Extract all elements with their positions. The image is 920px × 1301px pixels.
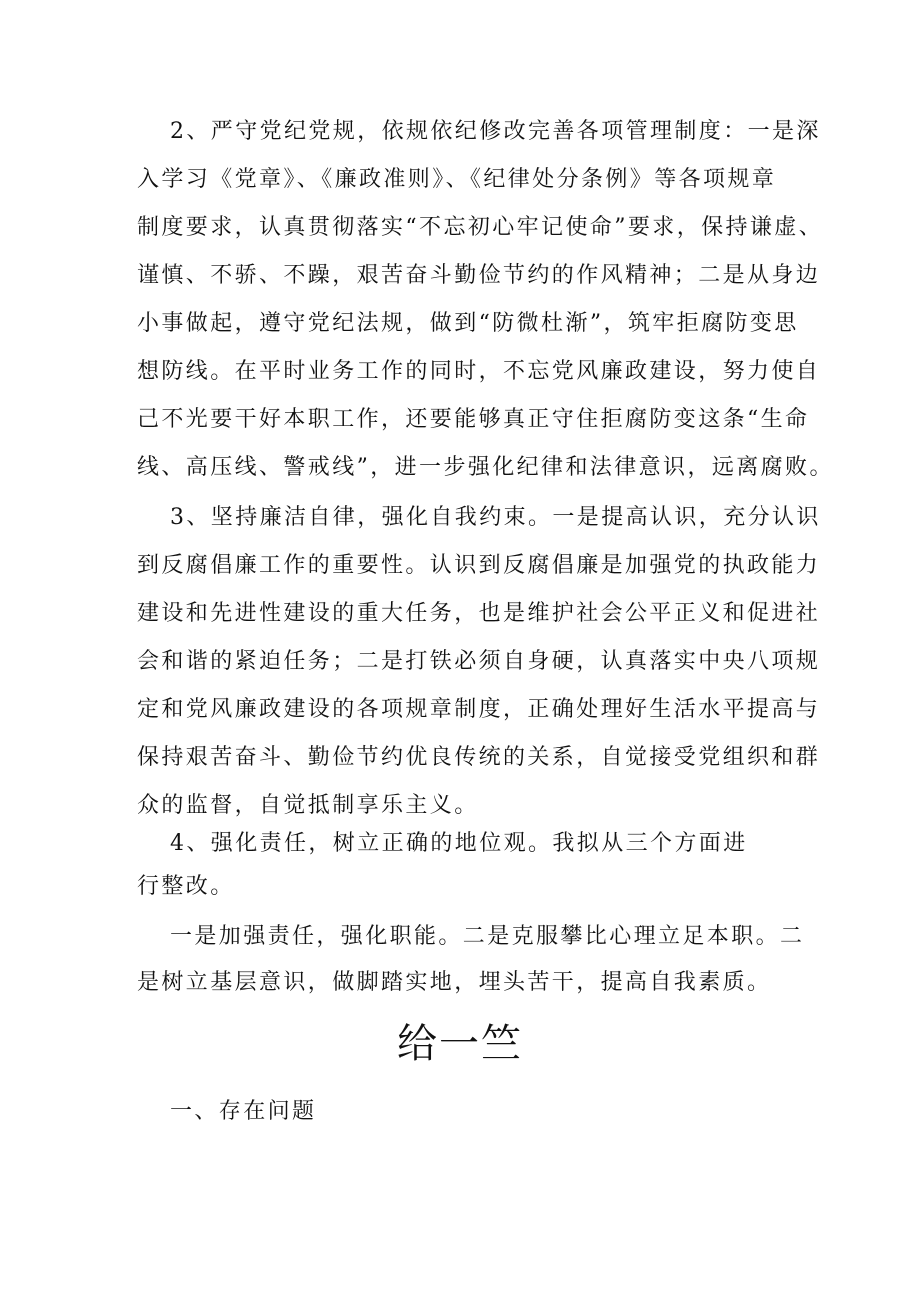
paragraph-2-line-3: 制度要求，认真贯彻落实“不忘初心牢记使命”要求，保持谦虚、 — [137, 215, 824, 240]
paragraph-3-line-3: 建设和先进性建设的重大任务，也是维护社会公平正义和促进社 — [137, 601, 821, 626]
paragraph-5-line-1: 一是加强责任，强化职能。二是克服攀比心理立足本职。二 — [170, 924, 805, 949]
paragraph-2-line-6: 想防线。在平时业务工作的同时，不忘党风廉政建设，努力使自 — [137, 359, 821, 384]
paragraph-4-line-2: 行整改。 — [137, 874, 235, 899]
paragraph-2-line-1: 2、严守党纪党规，依规依纪修改完善各项管理制度：一是深 — [170, 119, 821, 144]
paragraph-2-line-8: 线、高压线、警戒线”，进一步强化纪律和法律意识，远离腐败。 — [137, 455, 834, 480]
paragraph-2-line-5: 小事做起，遵守党纪法规，做到“防微杜渐”，筑牢拒腐防变思 — [137, 311, 799, 336]
paragraph-3-line-2: 到反腐倡廉工作的重要性。认识到反腐倡廉是加强党的执政能力 — [137, 553, 821, 578]
paragraph-2-line-4: 谨慎、不骄、不躁，艰苦奋斗勤俭节约的作风精神；二是从身边 — [137, 263, 821, 288]
paragraph-5-line-2: 是树立基层意识，做脚踏实地，埋头苦干，提高自我素质。 — [137, 970, 772, 995]
section-title: 给一竺 — [397, 1021, 523, 1067]
subheading-existing-problems: 一、存在问题 — [170, 1099, 317, 1124]
paragraph-2-line-2: 入学习《党章》、《廉政准则》、《纪律处分条例》等各项规章 — [137, 167, 777, 192]
paragraph-3-line-7: 众的监督，自觉抵制享乐主义。 — [137, 793, 479, 818]
paragraph-4-line-1: 4、强化责任，树立正确的地位观。我拟从三个方面进 — [170, 831, 748, 856]
paragraph-3-line-5: 定和党风廉政建设的各项规章制度，正确处理好生活水平提高与 — [137, 697, 821, 722]
paragraph-2-line-7: 己不光要干好本职工作，还要能够真正守住拒腐防变这条“生命 — [137, 407, 810, 432]
paragraph-3-line-1: 3、坚持廉洁自律，强化自我约束。一是提高认识，充分认识 — [170, 505, 821, 530]
paragraph-3-line-4: 会和谐的紧迫任务；二是打铁必须自身硬，认真落实中央八项规 — [137, 649, 821, 674]
paragraph-3-line-6: 保持艰苦奋斗、勤俭节约优良传统的关系，自觉接受党组织和群 — [137, 745, 821, 770]
